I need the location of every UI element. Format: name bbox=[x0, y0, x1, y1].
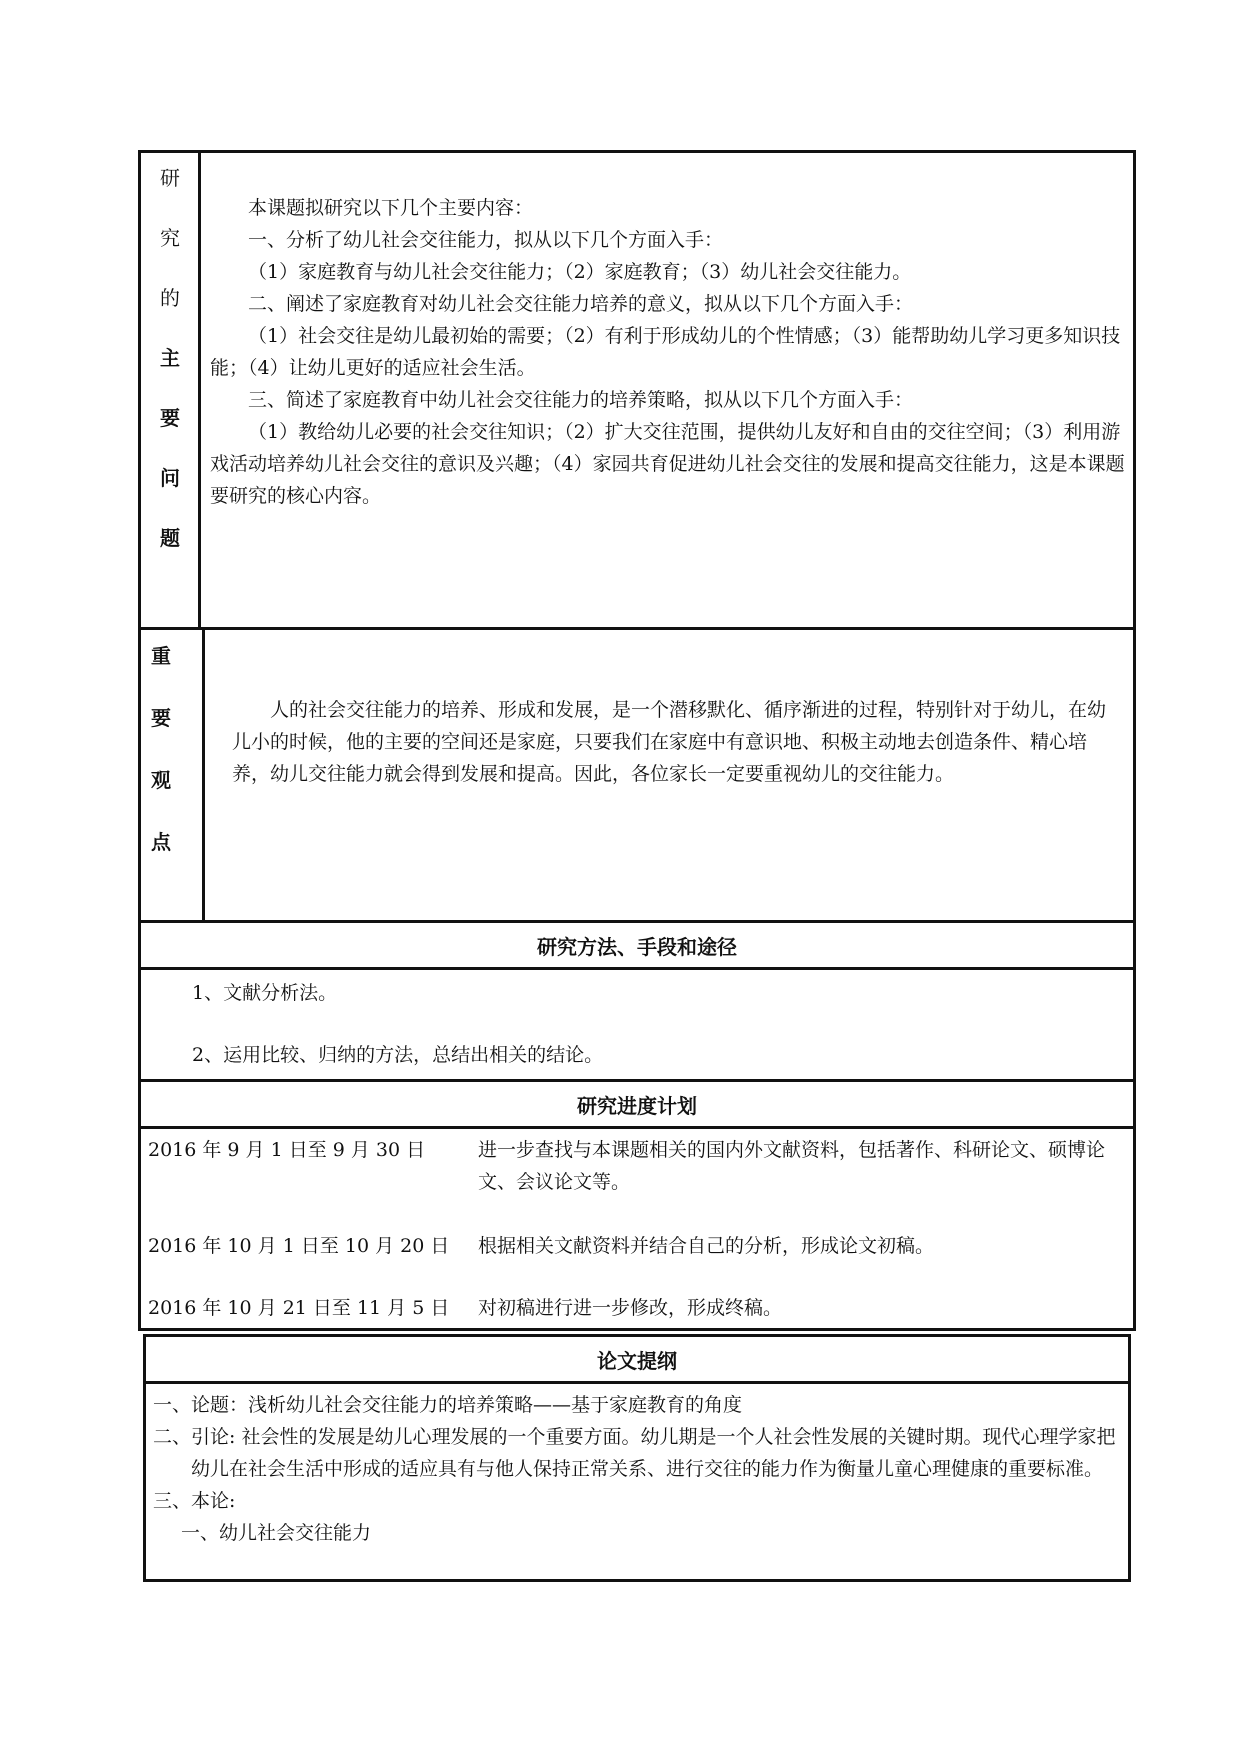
label-char: 观 bbox=[151, 768, 171, 792]
label-char: 点 bbox=[151, 830, 171, 854]
content-line: 三、简述了家庭教育中幼儿社会交往能力的培养策略，拟从以下几个方面入手： bbox=[248, 389, 914, 411]
views-section-label bbox=[141, 640, 181, 888]
methods-item: 2、运用比较、归纳的方法，总结出相关的结论。 bbox=[192, 1044, 604, 1066]
schedule-desc: 根据相关文献资料并结合自己的分析，形成论文初稿。 bbox=[478, 1235, 935, 1257]
outline-line-2 bbox=[153, 1421, 1123, 1485]
research-section-label bbox=[150, 162, 190, 582]
label-char: 问 bbox=[160, 466, 180, 490]
schedule-header-divider bbox=[138, 1126, 1136, 1129]
outline-line: 一、论题：浅析幼儿社会交往能力的培养策略——基于家庭教育的角度 bbox=[153, 1394, 743, 1416]
label-char: 研 bbox=[160, 166, 180, 190]
label-char: 要 bbox=[160, 406, 180, 430]
outline-content bbox=[153, 1389, 1123, 1549]
schedule-date: 2016 年 10 月 21 日至 11 月 5 日 bbox=[148, 1297, 450, 1319]
outline-line: 一、幼儿社会交往能力 bbox=[181, 1522, 372, 1544]
schedule-date: 2016 年 10 月 1 日至 10 月 20 日 bbox=[148, 1235, 450, 1257]
content-line: （1）家庭教育与幼儿社会交往能力；（2）家庭教育；（3）幼儿社会交往能力。 bbox=[248, 261, 912, 283]
content-line: （1）教给幼儿必要的社会交往知识；（2）扩大交往范围，提供幼儿友好和自由的交往空间；（3）利用游戏活动培养幼儿社会交往的意识及兴趣；（4）家园共育促进幼儿社会交往的发展和提高交往能力，这是本课题要研究的核心内容。 bbox=[210, 421, 1125, 507]
methods-header: 研究方法、手段和途径 bbox=[537, 935, 737, 959]
research-content bbox=[210, 192, 1128, 512]
content-line: （1）社会交往是幼儿最初始的需要；（2）有利于形成幼儿的个性情感；（3）能帮助幼儿学习更多知识技能；（4）让幼儿更好的适应社会生活。 bbox=[210, 325, 1121, 379]
outline-intro-text: 引论: 社会性的发展是幼儿心理发展的一个重要方面。幼儿期是一个人社会性发展的关键时期。现代心理学家把幼儿在社会生活中形成的适应具有与他人保持正常关系、进行交往的能力作为衡量儿童心理健康的重要标准。 bbox=[191, 1426, 1116, 1480]
label-char: 要 bbox=[151, 706, 171, 730]
outline-prefix: 二、 bbox=[153, 1426, 192, 1448]
label-char: 究 bbox=[160, 226, 180, 250]
label-char: 重 bbox=[151, 644, 171, 668]
outline-header-divider bbox=[143, 1381, 1131, 1384]
outline-header: 论文提纲 bbox=[597, 1349, 677, 1373]
schedule-desc: 对初稿进行进一步修改，形成终稿。 bbox=[478, 1297, 783, 1319]
methods-item: 1、文献分析法。 bbox=[192, 982, 338, 1004]
methods-header-divider bbox=[138, 967, 1136, 970]
research-section-divider bbox=[198, 150, 201, 630]
content-line: 本课题拟研究以下几个主要内容： bbox=[248, 197, 534, 219]
label-char: 的 bbox=[160, 286, 180, 310]
label-char: 主 bbox=[160, 346, 180, 370]
outline-line: 三、本论: bbox=[153, 1490, 236, 1512]
content-line: 二、阐述了家庭教育对幼儿社会交往能力培养的意义，拟从以下几个方面入手： bbox=[248, 293, 914, 315]
views-section-divider bbox=[202, 627, 205, 923]
schedule-date: 2016 年 9 月 1 日至 9 月 30 日 bbox=[148, 1139, 426, 1161]
views-text: 人的社会交往能力的培养、形成和发展，是一个潜移默化、循序渐进的过程，特别针对于幼儿，在幼儿小的时候，他的主要的空间还是家庭，只要我们在家庭中有意识地、积极主动地去创造条件、精心培养，幼儿交往能力就会得到发展和提高。因此，各位家长一定要重视幼儿的交往能力。 bbox=[232, 699, 1107, 785]
schedule-desc: 进一步查找与本课题相关的国内外文献资料，包括著作、科研论文、硕博论文、会议论文等。 bbox=[478, 1139, 1106, 1193]
views-content bbox=[232, 694, 1124, 790]
schedule-header: 研究进度计划 bbox=[577, 1094, 697, 1118]
label-char: 题 bbox=[160, 526, 180, 550]
content-line: 一、分析了幼儿社会交往能力，拟从以下几个方面入手： bbox=[248, 229, 724, 251]
